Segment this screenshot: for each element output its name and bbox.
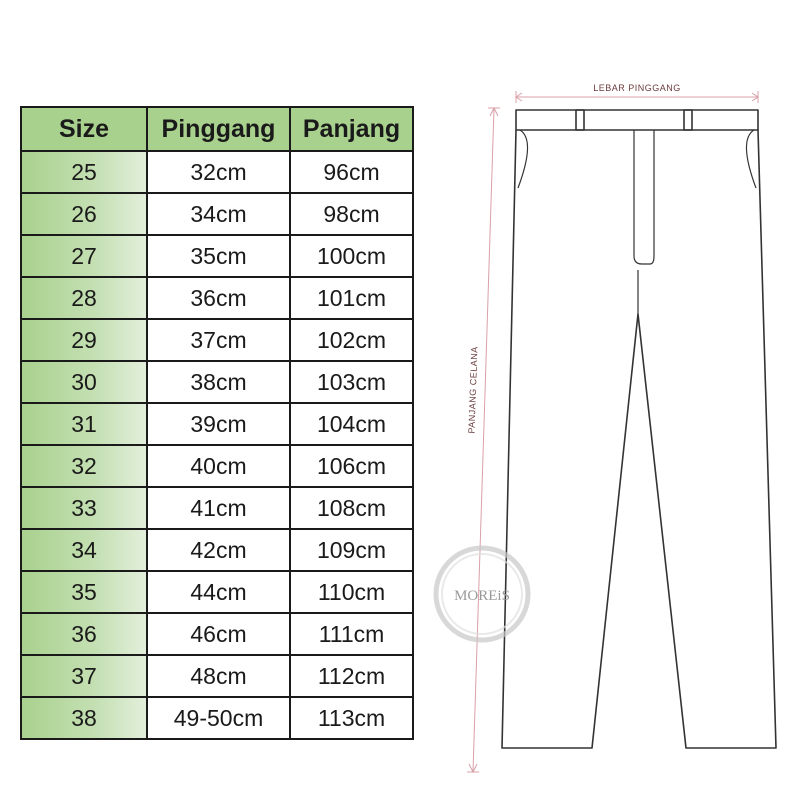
size-value: 32: [21, 445, 147, 487]
fly-stitching: [634, 130, 654, 264]
length-value: 112cm: [290, 655, 413, 697]
size-column-header: Size: [21, 107, 147, 151]
length-value: 113cm: [290, 697, 413, 739]
pants-legs-outline: [502, 130, 776, 748]
size-chart-row: [21, 319, 413, 361]
size-chart-row: [21, 235, 413, 277]
waist-value: 40cm: [147, 445, 290, 487]
size-value: 33: [21, 487, 147, 529]
moreis-watermark-logo: [428, 540, 536, 648]
size-value: 37: [21, 655, 147, 697]
length-value: 104cm: [290, 403, 413, 445]
length-value: 101cm: [290, 277, 413, 319]
waist-value: 36cm: [147, 277, 290, 319]
size-chart-row: [21, 613, 413, 655]
waist-value: 34cm: [147, 193, 290, 235]
size-chart-row: [21, 655, 413, 697]
size-value: 28: [21, 277, 147, 319]
size-chart-row: [21, 487, 413, 529]
pants-length-label: PANJANG CELANA: [466, 346, 480, 434]
size-chart-table: [20, 106, 414, 740]
waist-width-label: LEBAR PINGGANG: [593, 83, 681, 93]
waist-value: 46cm: [147, 613, 290, 655]
size-chart-row: [21, 571, 413, 613]
size-chart-row: [21, 697, 413, 739]
waist-value: 41cm: [147, 487, 290, 529]
waist-value: 32cm: [147, 151, 290, 193]
size-chart-row: [21, 403, 413, 445]
waistband: [516, 110, 758, 130]
size-value: 31: [21, 403, 147, 445]
size-chart-row: [21, 193, 413, 235]
pants-measurement-diagram: [440, 60, 790, 780]
size-chart-header-row: [21, 107, 413, 151]
length-value: 98cm: [290, 193, 413, 235]
waist-value: 48cm: [147, 655, 290, 697]
size-chart-body: [21, 151, 413, 739]
length-value: 102cm: [290, 319, 413, 361]
size-value: 36: [21, 613, 147, 655]
waist-value: 35cm: [147, 235, 290, 277]
size-value: 30: [21, 361, 147, 403]
size-chart-row: [21, 277, 413, 319]
length-value: 106cm: [290, 445, 413, 487]
waist-value: 37cm: [147, 319, 290, 361]
size-value: 38: [21, 697, 147, 739]
waist-value: 49-50cm: [147, 697, 290, 739]
size-value: 26: [21, 193, 147, 235]
watermark-text: MOREiS: [454, 588, 510, 604]
length-value: 109cm: [290, 529, 413, 571]
size-chart-row: [21, 361, 413, 403]
length-value: 110cm: [290, 571, 413, 613]
size-value: 27: [21, 235, 147, 277]
length-value: 111cm: [290, 613, 413, 655]
pocket-left: [518, 130, 528, 188]
pants-length-dimension: [466, 108, 500, 772]
waist-value: 44cm: [147, 571, 290, 613]
pants-outline: [502, 110, 776, 748]
waist-width-dimension: [516, 82, 758, 103]
length-value: 96cm: [290, 151, 413, 193]
size-chart-row: [21, 151, 413, 193]
waist-value: 42cm: [147, 529, 290, 571]
size-value: 35: [21, 571, 147, 613]
waist-column-header: Pinggang: [147, 107, 290, 151]
size-value: 25: [21, 151, 147, 193]
size-chart-row: [21, 445, 413, 487]
size-chart-row: [21, 529, 413, 571]
size-value: 29: [21, 319, 147, 361]
length-value: 100cm: [290, 235, 413, 277]
pocket-right: [746, 130, 756, 188]
length-column-header: Panjang: [290, 107, 413, 151]
length-value: 108cm: [290, 487, 413, 529]
length-value: 103cm: [290, 361, 413, 403]
waist-value: 38cm: [147, 361, 290, 403]
size-value: 34: [21, 529, 147, 571]
waist-value: 39cm: [147, 403, 290, 445]
